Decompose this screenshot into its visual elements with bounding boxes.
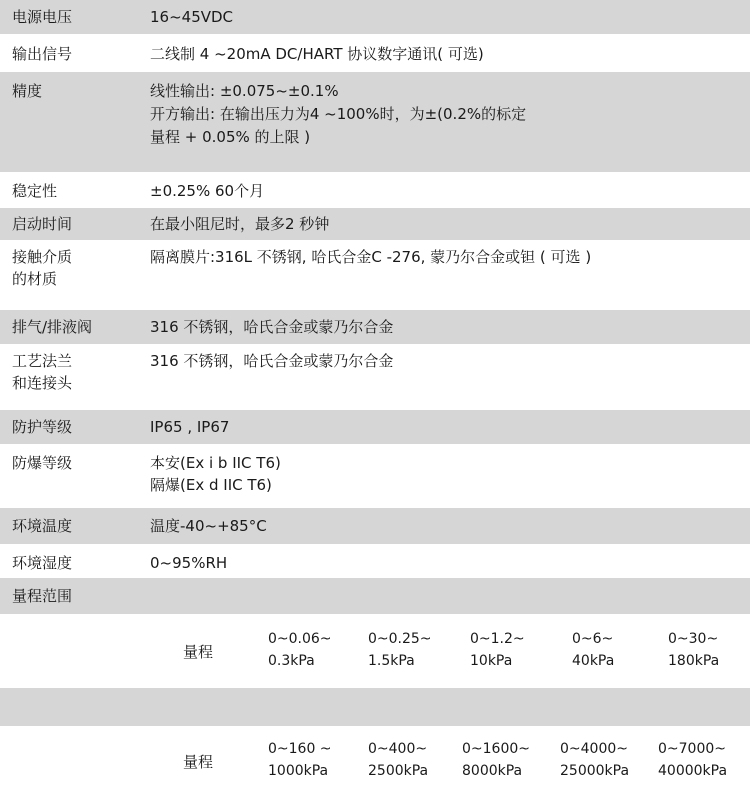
spec-row-wetted-material [0,240,750,310]
spec-label: 环境湿度 [12,554,73,572]
range-value: 0~0.06~ 0.3kPa [268,631,332,669]
range-value: 0~1600~ 8000kPa [462,741,530,779]
spec-label: 防护等级 [12,418,73,436]
range-value: 0~0.25~ 1.5kPa [368,631,432,669]
range-value: 0~1.2~ 10kPa [470,631,525,669]
spec-label: 输出信号 [12,45,73,63]
spec-row-stability [0,172,750,208]
range-row-high [0,726,750,786]
spec-label: 量程范围 [12,587,73,605]
spec-label: 接触介质 的材质 [12,248,73,288]
spec-row-measurement-range [0,578,750,614]
spec-value: 在最小阻尼时，最多2 秒钟 [150,215,330,233]
spec-label: 稳定性 [12,182,58,200]
spec-row-ambient-humidity [0,544,750,578]
spec-value: 线性输出: ±0.075~±0.1% 开方输出: 在输出压力为4 ~100%时，为±(0.2%的标定 量程 + 0.05% 的上限 ) [150,82,527,146]
spec-label: 精度 [12,82,43,100]
spec-value: 本安(Ex i b IIC T6) 隔爆(Ex d IIC T6) [150,454,281,494]
spec-value: 隔离膜片:316L 不锈钢, 哈氏合金C -276, 蒙乃尔合金或钽 ( 可选 ) [150,248,592,266]
range-value: 0~400~ 2500kPa [368,741,429,779]
spec-value: 0~95%RH [150,554,228,572]
range-value: 0~160 ~ 1000kPa [268,741,332,779]
spec-row-protection-rating [0,410,750,444]
spec-row-flange-connector [0,344,750,410]
range-separator [0,688,750,726]
spec-value: 二线制 4 ~20mA DC/HART 协议数字通讯( 可选) [150,45,484,63]
spec-value: 316 不锈钢，哈氏合金或蒙乃尔合金 [150,352,394,370]
range-value: 0~7000~ 40000kPa [658,741,728,779]
range-value: 0~4000~ 25000kPa [560,741,630,779]
spec-value: IP65 , IP67 [150,418,230,436]
spec-label: 排气/排液阀 [12,318,93,336]
spec-row-vent-drain-valve [0,310,750,344]
range-label: 量程 [183,753,214,771]
spec-row-explosion-proof [0,444,750,508]
spec-row-ambient-temperature [0,508,750,544]
range-value: 0~30~ 180kPa [668,631,720,669]
spec-label: 防爆等级 [12,454,73,472]
spec-row-output-signal [0,34,750,72]
range-label: 量程 [183,643,214,661]
spec-label: 工艺法兰 和连接头 [12,352,73,392]
range-row-low [0,614,750,688]
spec-value: 316 不锈钢，哈氏合金或蒙乃尔合金 [150,318,394,336]
range-value: 0~6~ 40kPa [572,631,615,669]
spec-label: 启动时间 [12,215,73,233]
spec-row-startup-time [0,208,750,240]
spec-row-accuracy [0,72,750,172]
spec-label: 环境温度 [12,517,73,535]
spec-value: 温度-40~+85°C [150,517,267,535]
spec-value: ±0.25% 60个月 [150,182,265,200]
spec-label: 电源电压 [12,8,73,26]
spec-value: 16~45VDC [150,8,234,26]
spec-row-power-voltage [0,0,750,34]
